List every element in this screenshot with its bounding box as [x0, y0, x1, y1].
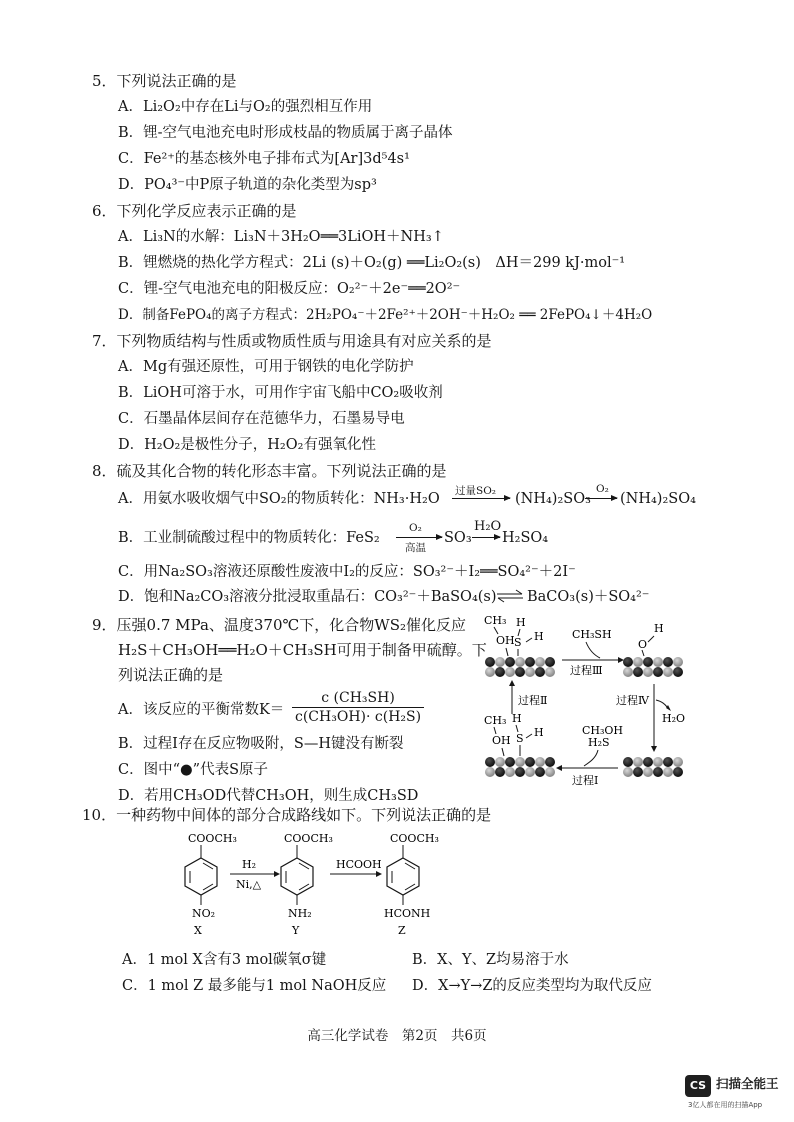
q7-option-c: C．石墨晶体层间存在范德华力，石墨易导电 — [118, 411, 405, 427]
tl-h-label: H — [516, 616, 526, 629]
tl-ch3-label: CH₃ — [484, 614, 507, 627]
q8a-arrow2-label: O₂ — [596, 483, 609, 495]
tl-s-label: S — [514, 636, 522, 649]
q9-option-d: D．若用CH₃OD代替CH₃OH，则生成CH₃SD — [118, 788, 419, 804]
bl-s-label: S — [516, 732, 524, 745]
watermark-title: 扫描全能王 — [716, 1076, 779, 1091]
q8a-intermediate: (NH₄)₂SO₃ — [515, 491, 591, 507]
q9-option-b: B．过程Ⅰ存在反应物吸附，S—H键没有断裂 — [118, 736, 404, 752]
x-label: X — [194, 924, 202, 937]
q6-option-b: B．锂燃烧的热化学方程式：2Li (s)＋O₂(g) ══Li₂O₂(s) ΔH＝299 kJ·mol⁻¹ — [118, 255, 626, 271]
tl-oh-label: OH — [496, 634, 515, 647]
tl-h2-label: H — [534, 630, 544, 643]
synthesis-scheme — [150, 830, 500, 942]
q9-stem-line2: H₂S＋CH₃OH══H₂O＋CH₃SH可用于制备甲硫醇。下 — [118, 641, 487, 659]
q9-option-a-prefix: A．该反应的平衡常数K＝ — [118, 702, 285, 718]
bl-h2-label: H — [534, 726, 544, 739]
q10-option-c: C．1 mol Z 最多能与1 mol NaOH反应 — [122, 978, 387, 994]
q8-option-d-prefix: D．饱和Na₂CO₃溶液分批浸取重晶石：CO₃²⁻＋BaSO₄(s) — [118, 589, 497, 605]
z-label: Z — [398, 924, 406, 937]
q6-stem: 6．下列化学反应表示正确的是 — [92, 202, 297, 220]
q10-option-b: B．X、Y、Z均易溶于水 — [412, 952, 569, 968]
q8b-arrow1-bottom-label: 高温 — [405, 542, 426, 554]
q8-option-b-prefix: B．工业制硫酸过程中的物质转化：FeS₂ — [118, 530, 380, 546]
y-nh2-label: NH₂ — [288, 907, 312, 920]
q9-option-c: C．图中“●”代表S原子 — [118, 762, 269, 778]
q6-option-c: C．锂-空气电池充电的阳极反应：O₂²⁻＋2e⁻══2O²⁻ — [118, 281, 461, 297]
surface-top-left — [485, 657, 555, 677]
tr-o-label: O — [638, 638, 648, 651]
q7-option-b: B．LiOH可溶于水，可用作宇宙飞船中CO₂吸收剂 — [118, 385, 443, 401]
x-cooch3-label: COOCH₃ — [188, 832, 237, 845]
tr-h-label: H — [654, 622, 664, 635]
q9-stem-line1: 9．压强0.7 MPa、温度370℃下，化合物WS₂催化反应 — [92, 616, 467, 634]
z-cooch3-label: COOCH₃ — [390, 832, 439, 845]
q5-option-c: C．Fe²⁺的基态核外电子排布式为[Ar]3d⁵4s¹ — [118, 151, 410, 167]
q7-option-a: A．Mg有强还原性，可用于钢铁的电化学防护 — [118, 359, 414, 375]
fraction-numerator: c (CH₃SH) — [292, 689, 424, 708]
q9-equilibrium-fraction — [292, 689, 424, 726]
q10-stem: 10．一种药物中间体的部分合成路线如下。下列说法正确的是 — [82, 806, 492, 824]
q8b-intermediate: SO₃ — [444, 530, 472, 546]
reagent1-top: H₂ — [242, 858, 257, 871]
reagent2-label: HCOOH — [336, 858, 382, 871]
q9-stem-line3: 列说法正确的是 — [118, 666, 224, 684]
out-h2o-label: H₂O — [662, 712, 686, 725]
q10-option-a: A．1 mol X含有3 mol碳氧σ键 — [122, 952, 327, 968]
q8a-arrow2 — [585, 498, 617, 499]
bl-oh-label: OH — [492, 734, 511, 747]
q8b-arrow2-label: H₂O — [474, 519, 502, 534]
step2-label: 过程Ⅱ — [518, 694, 548, 707]
bl-ch3-label: CH₃ — [484, 714, 507, 727]
q8a-arrow1 — [452, 498, 510, 499]
q8b-arrow1 — [396, 537, 442, 538]
catalytic-cycle-diagram — [478, 612, 688, 792]
q5-option-b: B．锂-空气电池充电时形成枝晶的物质属于离子晶体 — [118, 125, 453, 141]
y-cooch3-label: COOCH₃ — [284, 832, 333, 845]
q8b-arrow2 — [472, 537, 500, 538]
q8-stem: 8．硫及其化合物的转化形态丰富。下列说法正确的是 — [92, 462, 447, 480]
q8a-product: (NH₄)₂SO₄ — [620, 491, 696, 507]
q5-option-d: D．PO₄³⁻中P原子轨道的杂化类型为sp³ — [118, 177, 377, 193]
step3-label: 过程Ⅲ — [570, 664, 603, 677]
q7-option-d: D．H₂O₂是极性分子，H₂O₂有强氧化性 — [118, 437, 376, 453]
in-ch3oh-label: CH₃OH — [582, 724, 624, 737]
q8b-arrow1-top-label: O₂ — [409, 522, 422, 534]
equilibrium-arrow-icon — [496, 589, 524, 603]
q6-option-a: A．Li₃N的水解：Li₃N＋3H₂O══3LiOH＋NH₃↑ — [118, 229, 444, 245]
bl-h-label: H — [512, 712, 522, 725]
z-hconh-label: HCONH — [384, 907, 431, 920]
q10-option-d: D．X→Y→Z的反应类型均为取代反应 — [412, 978, 652, 994]
step4-label: 过程Ⅳ — [616, 694, 649, 707]
q8-option-a-prefix: A．用氨水吸收烟气中SO₂的物质转化：NH₃·H₂O — [118, 491, 440, 507]
surface-top-right — [623, 657, 683, 677]
step1-label: 过程Ⅰ — [572, 774, 599, 787]
fraction-denominator: c(CH₃OH)· c(H₂S) — [295, 709, 422, 725]
q5-stem: 5．下列说法正确的是 — [92, 72, 237, 90]
out-ch3sh-label: CH₃SH — [572, 628, 612, 641]
surface-bottom-right — [623, 757, 683, 777]
camscanner-logo-icon: CS — [685, 1075, 711, 1097]
watermark-subtitle: 3亿人都在用的扫描App — [688, 1101, 763, 1109]
reagent1-bottom: Ni,△ — [236, 878, 262, 891]
in-h2s-label: H₂S — [588, 736, 610, 749]
x-no2-label: NO₂ — [192, 907, 216, 920]
y-label: Y — [292, 924, 300, 937]
q8-option-c: C．用Na₂SO₃溶液还原酸性废液中I₂的反应：SO₃²⁻＋I₂══SO₄²⁻＋2I⁻ — [118, 564, 576, 580]
q8b-product: H₂SO₄ — [502, 530, 549, 546]
q5-option-a: A．Li₂O₂中存在Li与O₂的强烈相互作用 — [118, 99, 373, 115]
page-footer: 高三化学试卷 第2页 共6页 — [307, 1028, 487, 1044]
q6-option-d: D．制备FePO₄的离子方程式：2H₂PO₄⁻＋2Fe²⁺＋2OH⁻＋H₂O₂ ══ 2FePO₄↓＋4H₂O — [118, 307, 653, 323]
q8a-arrow1-label: 过量SO₂ — [455, 485, 497, 497]
q7-stem: 7．下列物质结构与性质或物质性质与用途具有对应关系的是 — [92, 332, 492, 350]
q8d-product: BaCO₃(s)＋SO₄²⁻ — [527, 589, 650, 605]
surface-bottom-left — [485, 757, 555, 777]
